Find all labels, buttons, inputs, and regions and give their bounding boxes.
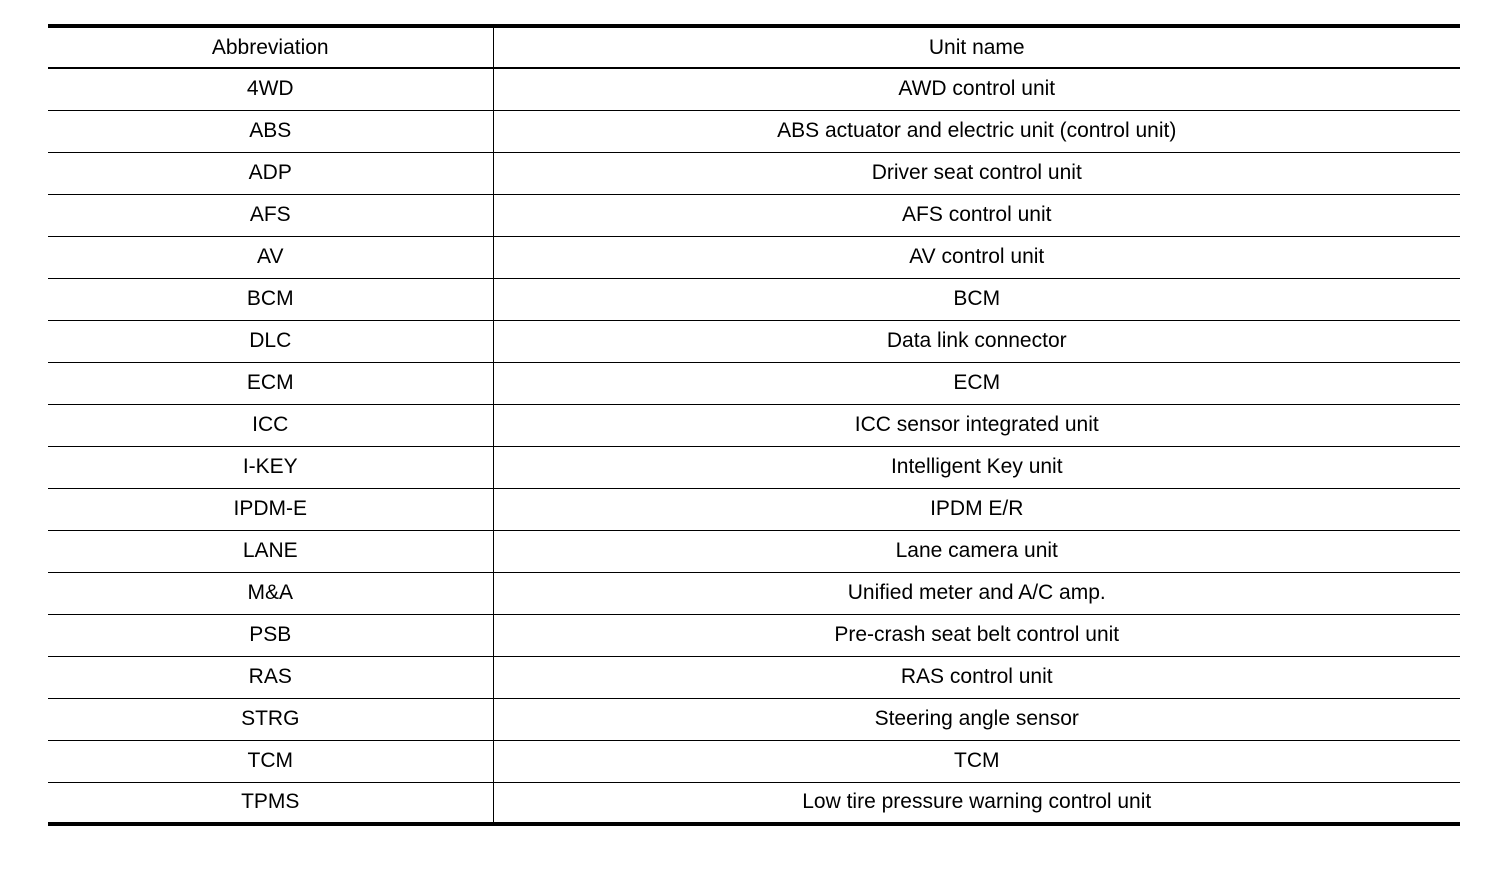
header-abbreviation: Abbreviation — [48, 26, 493, 68]
unit-name-cell: BCM — [493, 278, 1460, 320]
abbreviation-cell: M&A — [48, 572, 493, 614]
abbreviation-cell: ICC — [48, 404, 493, 446]
table-row — [48, 320, 1460, 362]
abbreviation-cell: TCM — [48, 740, 493, 782]
abbreviation-cell: LANE — [48, 530, 493, 572]
table-body — [48, 68, 1460, 824]
unit-name-cell: Lane camera unit — [493, 530, 1460, 572]
unit-name-cell: ABS actuator and electric unit (control unit) — [493, 110, 1460, 152]
abbreviation-cell: 4WD — [48, 68, 493, 110]
unit-name-cell: Low tire pressure warning control unit — [802, 790, 1152, 814]
table-row — [48, 572, 1460, 614]
abbreviation-cell: I-KEY — [48, 446, 493, 488]
unit-name-cell: IPDM E/R — [493, 488, 1460, 530]
table-row — [48, 68, 1460, 110]
unit-name-cell: AV control unit — [493, 236, 1460, 278]
abbreviation-cell: BCM — [48, 278, 493, 320]
table-row — [48, 404, 1460, 446]
abbreviation-cell: AFS — [48, 194, 493, 236]
abbreviation-cell: PSB — [48, 614, 493, 656]
unit-name-cell: Data link connector — [493, 320, 1460, 362]
unit-name-cell: AFS control unit — [493, 194, 1460, 236]
table-row — [48, 614, 1460, 656]
abbreviation-cell: AV — [48, 236, 493, 278]
table-header — [48, 26, 1460, 68]
table-row — [48, 656, 1460, 698]
unit-name-cell: RAS control unit — [493, 656, 1460, 698]
table-row — [48, 488, 1460, 530]
header-row — [48, 26, 1460, 68]
table-row — [48, 446, 1460, 488]
table-row — [48, 698, 1460, 740]
abbreviation-cell: IPDM-E — [48, 488, 493, 530]
abbreviation-table — [48, 24, 1460, 826]
unit-name-cell: Unified meter and A/C amp. — [493, 572, 1460, 614]
table-row — [48, 194, 1460, 236]
table-row — [48, 236, 1460, 278]
abbreviation-cell: RAS — [48, 656, 493, 698]
unit-name-cell: Driver seat control unit — [493, 152, 1460, 194]
header-unit-name: Unit name — [493, 26, 1460, 68]
table-row — [48, 740, 1460, 782]
table-row — [48, 362, 1460, 404]
abbreviation-cell: TPMS — [48, 782, 493, 824]
unit-name-cell: Steering angle sensor — [493, 698, 1460, 740]
abbreviation-cell: ABS — [48, 110, 493, 152]
abbreviation-cell: ECM — [48, 362, 493, 404]
unit-name-cell: AWD control unit — [493, 68, 1460, 110]
table-row — [48, 782, 1460, 824]
table-row — [48, 110, 1460, 152]
table-row — [48, 278, 1460, 320]
abbreviation-cell: DLC — [48, 320, 493, 362]
table-row — [48, 530, 1460, 572]
unit-name-cell: ICC sensor integrated unit — [493, 404, 1460, 446]
abbreviation-cell: STRG — [48, 698, 493, 740]
unit-name-cell: ECM — [493, 362, 1460, 404]
abbreviation-cell: ADP — [48, 152, 493, 194]
table-row — [48, 152, 1460, 194]
unit-name-cell: TCM — [493, 740, 1460, 782]
unit-name-cell: Intelligent Key unit — [493, 446, 1460, 488]
unit-name-cell: Pre-crash seat belt control unit — [493, 614, 1460, 656]
